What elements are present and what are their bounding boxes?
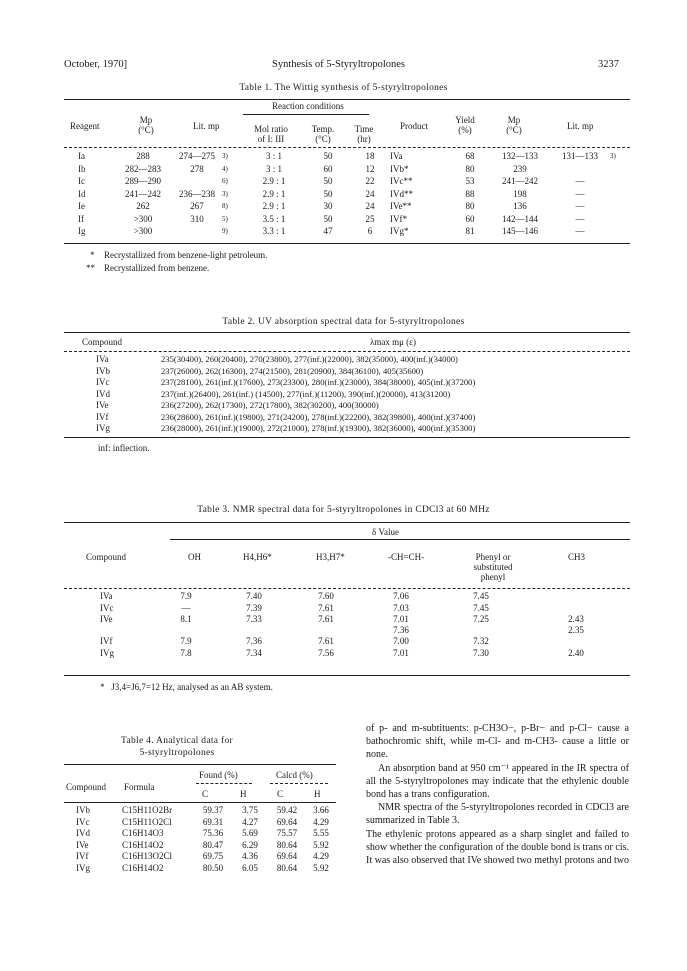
table-cell: — bbox=[181, 602, 191, 613]
running-header-title: Synthesis of 5-Styryltropolones bbox=[272, 59, 405, 70]
table-cell: 4.36 bbox=[242, 851, 258, 862]
table-cell: 7.01 bbox=[393, 647, 409, 658]
table-cell bbox=[610, 200, 630, 213]
table-cell: IVa bbox=[100, 591, 113, 601]
table-cell: 7.34 bbox=[246, 647, 262, 658]
table-row bbox=[64, 366, 630, 378]
t4-h-calcd-h: H bbox=[314, 789, 321, 799]
table-cell: 5.92 bbox=[313, 862, 329, 873]
body-paragraph-1: of p- and m-subtituents: p-CH3O−, p-Br− and p-Cl− cause a bathochromic shift, while m-Cl- and m-CH3- cause a little or none. bbox=[366, 723, 629, 761]
table-row bbox=[64, 648, 630, 660]
table-cell: IVg bbox=[100, 647, 114, 658]
table-cell: 80.64 bbox=[276, 839, 298, 850]
table-cell: Ig bbox=[78, 226, 86, 237]
table-cell: 25 bbox=[365, 213, 375, 224]
table-cell: IVe bbox=[100, 614, 113, 624]
table-cell: 289—290 bbox=[125, 176, 161, 187]
table-cell: 7.61 bbox=[318, 636, 334, 646]
table-cell: 59.42 bbox=[276, 805, 298, 816]
table3 bbox=[64, 591, 630, 659]
table-cell: 88 bbox=[465, 188, 475, 199]
table-cell: 75.36 bbox=[202, 828, 224, 839]
table-cell: IVe bbox=[76, 839, 89, 850]
running-header-date: October, 1970] bbox=[64, 59, 128, 70]
table3-top-rule bbox=[64, 522, 630, 523]
table-row bbox=[64, 150, 630, 163]
table-cell: 236(28600), 261(inf.)(19800), 271(24200), 278(inf.)(22200), 382(39800), 400(inf.)(37400) bbox=[161, 411, 476, 422]
table-cell: 3) bbox=[222, 189, 228, 198]
table-cell: 2.9 : 1 bbox=[262, 188, 286, 199]
table-cell: 237(inf.)(26400), 261(inf.) (14500), 277(inf.)(11200), 390(inf.)(20000), 413(31200) bbox=[161, 388, 451, 399]
table-cell: 7.36 bbox=[246, 636, 262, 646]
table-row bbox=[64, 213, 630, 226]
table-cell: 241—242 bbox=[502, 176, 538, 187]
table-cell: 237(28100), 261(inf.)(17600), 273(23300), 280(inf.)(23000), 384(38000), 405(inf.)(37200) bbox=[161, 377, 476, 388]
table-row bbox=[64, 423, 630, 435]
t1-h-mp: Mp (°C) bbox=[138, 115, 154, 135]
table-cell: 3) bbox=[610, 152, 616, 160]
table-cell: 136 bbox=[513, 201, 527, 212]
table-cell: 3 : 1 bbox=[265, 151, 282, 162]
table-cell: C16H13O2Cl bbox=[122, 851, 173, 862]
table-cell: IVb* bbox=[390, 163, 409, 174]
table-cell: IVf bbox=[76, 851, 89, 862]
table-row bbox=[64, 225, 630, 238]
table-cell: 236—238 bbox=[179, 188, 215, 199]
table-cell bbox=[610, 213, 630, 226]
table-cell: IVb bbox=[76, 805, 90, 816]
table-row bbox=[64, 636, 630, 648]
table-cell: 69.64 bbox=[276, 851, 298, 862]
table-cell: 60 bbox=[465, 213, 475, 224]
table-cell: 7.9 bbox=[180, 636, 192, 646]
table-cell: 7.01 7.36 bbox=[393, 614, 409, 635]
table-row bbox=[64, 805, 336, 817]
table4-caption-2: 5-styryltropolones bbox=[139, 748, 215, 758]
t1-h-mp2: Mp (°C) bbox=[506, 115, 522, 135]
t1-h-litmp: Lit. mp bbox=[193, 121, 220, 131]
table-cell: 80.47 bbox=[202, 839, 224, 850]
table-cell: 267 bbox=[190, 201, 204, 212]
table-cell: 278 bbox=[190, 163, 204, 174]
table4-caption-1: Table 4. Analytical data for bbox=[121, 736, 233, 746]
table1-note-1-mark: * bbox=[90, 250, 95, 260]
table-row bbox=[64, 400, 630, 412]
table-cell: 24 bbox=[365, 188, 375, 199]
table-cell: IVf bbox=[96, 411, 109, 422]
table1-note-2: Recrystallized from benzene. bbox=[104, 263, 210, 273]
t3-h-oh: OH bbox=[188, 552, 201, 562]
table4 bbox=[64, 805, 336, 874]
t1-h-temp: Temp. (°C) bbox=[311, 124, 335, 144]
table-cell: C15H11O2Br bbox=[122, 805, 173, 816]
table-cell: 288 bbox=[136, 151, 150, 162]
t3-h-h4h6: H4,H6* bbox=[243, 552, 272, 562]
table-cell: 50 bbox=[323, 213, 333, 224]
table-cell: IVf bbox=[100, 636, 113, 646]
table-cell: IVc** bbox=[390, 176, 413, 187]
table-cell bbox=[610, 188, 630, 201]
table3-header-rule bbox=[64, 588, 630, 589]
t4-h-found-c: C bbox=[202, 789, 209, 799]
table-cell: — bbox=[575, 213, 585, 224]
table-cell: 7.9 bbox=[180, 591, 192, 601]
table-cell: IVe** bbox=[390, 201, 412, 212]
table1 bbox=[64, 150, 630, 238]
table-cell: 132—133 bbox=[502, 151, 538, 162]
table-cell: 3 : 1 bbox=[265, 163, 282, 174]
table-cell bbox=[522, 636, 630, 648]
table-cell: 68 bbox=[465, 151, 475, 162]
table-cell: IVd bbox=[96, 388, 110, 399]
table-cell: 2.40 bbox=[568, 647, 584, 658]
table-cell: 7.45 bbox=[473, 602, 489, 613]
body-paragraph-2: An absorption band at 950 cm⁻¹ appeared in the IR spectra of all the 5-styryltropolones may indicate that the ethylenic double bond has a trans configuration. bbox=[366, 762, 629, 801]
table4-top-rule bbox=[64, 764, 336, 765]
table-cell: 75.57 bbox=[276, 828, 298, 839]
table-cell bbox=[610, 175, 630, 188]
table-cell: 50 bbox=[323, 188, 333, 199]
table-cell: IVg* bbox=[390, 226, 409, 237]
table-cell: — bbox=[575, 188, 585, 199]
table-cell: 142—144 bbox=[502, 213, 538, 224]
table-cell bbox=[522, 591, 630, 603]
table3-caption: Table 3. NMR spectral data for 5-styryltropolones in CDCl3 at 60 MHz bbox=[197, 505, 490, 515]
table-cell: Ie bbox=[78, 201, 85, 212]
table-cell: 80.50 bbox=[202, 862, 224, 873]
table-row bbox=[64, 614, 630, 636]
t4-calcd-rule bbox=[270, 783, 328, 784]
table-cell: IVg bbox=[76, 862, 90, 873]
table1-caption: Table 1. The Wittig synthesis of 5-styryltropolones bbox=[239, 83, 448, 93]
table-cell: 7.39 bbox=[246, 602, 262, 613]
t4-h-calcd-c: C bbox=[277, 789, 284, 799]
table-cell: 18 bbox=[365, 151, 375, 162]
table-cell: IVg bbox=[96, 423, 110, 434]
t1-h-time: Time (hr) bbox=[354, 124, 374, 144]
t1-h-molratio: Mol ratio of I: III bbox=[254, 124, 288, 144]
t4-h-calcd: Calcd (%) bbox=[276, 770, 313, 780]
t3-h-ch: -CH=CH- bbox=[388, 552, 425, 562]
table-cell: 3) bbox=[222, 152, 228, 160]
table-row bbox=[64, 412, 630, 424]
table-cell: 24 bbox=[365, 201, 375, 212]
table-cell: 262 bbox=[136, 201, 150, 212]
table-cell: 131—133 bbox=[562, 151, 598, 162]
table2-caption: Table 2. UV absorption spectral data for 5-styryltropolones bbox=[222, 317, 465, 327]
table-cell: 6 bbox=[367, 226, 373, 237]
table-cell: 7.00 bbox=[393, 636, 409, 646]
table-cell: 80 bbox=[465, 163, 475, 174]
table-cell: Ib bbox=[78, 163, 86, 174]
table-cell bbox=[610, 163, 630, 176]
table-row bbox=[64, 163, 630, 176]
table3-note: * J3,4=J6,7=12 Hz, analysed as an AB system. bbox=[100, 682, 273, 692]
t3-h-compound: Compound bbox=[86, 552, 127, 562]
table-row bbox=[64, 828, 336, 840]
table-cell: 7.61 bbox=[318, 602, 334, 613]
table-cell: 7.25 bbox=[473, 614, 489, 624]
table4-header-rule bbox=[64, 802, 336, 803]
table2 bbox=[64, 354, 630, 435]
table-cell: 4.29 bbox=[313, 851, 329, 862]
table-cell: 22 bbox=[365, 176, 375, 187]
table-cell: 3.66 bbox=[313, 805, 329, 816]
table-cell: 274—275 bbox=[179, 151, 215, 162]
table-row bbox=[64, 175, 630, 188]
table-cell: 7.8 bbox=[180, 647, 192, 658]
table-cell: 4) bbox=[222, 164, 228, 173]
table1-note-2-mark: ** bbox=[86, 263, 95, 273]
table-cell: 7.61 bbox=[318, 614, 334, 624]
t1-h-product: Product bbox=[400, 121, 428, 131]
table-cell: — bbox=[575, 226, 585, 237]
table-cell: 2.9 : 1 bbox=[262, 176, 286, 187]
table3-bottom-rule bbox=[64, 675, 630, 676]
table-cell: IVd bbox=[76, 828, 90, 839]
table-cell: 4.27 bbox=[242, 816, 258, 827]
table-cell: C16H14O2 bbox=[122, 839, 164, 850]
table-cell: Ic bbox=[78, 176, 85, 187]
table-cell: 80.64 bbox=[276, 862, 298, 873]
table-cell bbox=[522, 603, 630, 615]
table-cell: 7.06 bbox=[393, 591, 409, 601]
t2-h-lambda: λmax mμ (ε) bbox=[370, 337, 416, 347]
table-cell: 7.45 bbox=[473, 591, 489, 601]
table-cell: 47 bbox=[323, 226, 333, 237]
table-cell bbox=[172, 225, 222, 238]
table-cell: 53 bbox=[465, 176, 475, 187]
table-cell: C16H14O3 bbox=[122, 828, 164, 839]
table2-top-rule bbox=[64, 332, 630, 333]
table-cell: 3.75 bbox=[242, 805, 258, 816]
table2-note: inf: inflection. bbox=[98, 443, 150, 453]
table1-note-1: Recrystallized from benzene-light petroleum. bbox=[104, 250, 268, 260]
table-cell: 80 bbox=[465, 201, 475, 212]
table-cell: 4.29 bbox=[313, 816, 329, 827]
table-cell: 5.92 bbox=[313, 839, 329, 850]
body-paragraph-4: The ethylenic protons appeared as a sharp singlet and failed to show whether the configuration of the double bond is trans or cis. It was also observed that IVe showed two methyl protons and two bbox=[366, 828, 630, 867]
t3-h-phenyl: Phenyl or substituted phenyl bbox=[473, 552, 513, 582]
table-row bbox=[64, 817, 336, 829]
table-row bbox=[64, 389, 630, 401]
t4-found-rule bbox=[196, 783, 252, 784]
table-cell: 236(27200), 262(17300), 272(17800), 382(30200), 400(30000) bbox=[161, 400, 379, 411]
table-cell: 198 bbox=[513, 188, 527, 199]
table-cell: 145—146 bbox=[502, 226, 538, 237]
table-cell: 30 bbox=[323, 201, 333, 212]
table3-group-header: δ Value bbox=[372, 527, 399, 537]
table-cell: IVc bbox=[76, 816, 90, 827]
table-cell: — bbox=[575, 176, 585, 187]
table-cell: 282—283 bbox=[125, 163, 161, 174]
table-cell: IVa bbox=[390, 151, 403, 162]
t1-h-yield: Yield (%) bbox=[455, 115, 475, 135]
table-cell: Ia bbox=[78, 151, 85, 162]
table-cell: C16H14O2 bbox=[122, 862, 164, 873]
table1-top-rule bbox=[64, 99, 630, 100]
table-cell: 9) bbox=[222, 227, 228, 235]
table-cell: 69.64 bbox=[276, 816, 298, 827]
table-cell: 241—242 bbox=[125, 188, 161, 199]
table-cell: 8.1 bbox=[180, 614, 192, 624]
table3-note-text: J3,4=J6,7=12 Hz, analysed as an AB system. bbox=[111, 682, 273, 692]
table-cell: 69.31 bbox=[202, 816, 224, 827]
table1-group-header: Reaction conditions bbox=[272, 101, 344, 111]
table-row bbox=[64, 851, 336, 863]
table-cell: 7.56 bbox=[318, 647, 334, 658]
table1-bottom-rule bbox=[64, 243, 630, 244]
table2-header-rule bbox=[64, 351, 630, 352]
table-cell: If bbox=[78, 213, 84, 224]
table-cell: Id bbox=[78, 188, 86, 199]
table-cell: 5.55 bbox=[313, 828, 329, 839]
table-cell: 7.03 bbox=[393, 602, 409, 613]
t1-h-litmp2: Lit. mp bbox=[567, 121, 594, 131]
table-cell: 5) bbox=[222, 214, 228, 223]
table-cell: IVc bbox=[100, 602, 114, 613]
table-cell: IVf* bbox=[390, 213, 407, 224]
table-cell: 3.5 : 1 bbox=[262, 213, 286, 224]
body-paragraph-3: NMR spectra of the 5-styryltropolones recorded in CDCl3 are summarized in Table 3. bbox=[366, 802, 629, 827]
t3-h-h3h7: H3,H7* bbox=[316, 552, 345, 562]
table-cell: IVb bbox=[96, 365, 110, 376]
t3-h-ch3: CH3 bbox=[568, 552, 586, 562]
table-row bbox=[64, 603, 630, 615]
table3-group-rule bbox=[170, 539, 630, 540]
table-cell: 81 bbox=[465, 226, 475, 237]
table-cell: 8) bbox=[222, 202, 228, 210]
t2-h-compound: Compound bbox=[82, 337, 123, 347]
table-row bbox=[64, 591, 630, 603]
table-cell: IVc bbox=[96, 377, 110, 388]
table-row bbox=[64, 200, 630, 213]
table-cell: >300 bbox=[133, 213, 153, 224]
table1-header-rule bbox=[64, 147, 630, 148]
table-cell: 310 bbox=[190, 213, 204, 224]
t1-h-reagent: Reagent bbox=[70, 121, 100, 131]
table-cell: 7.32 bbox=[473, 636, 489, 646]
table-cell: 7.33 bbox=[246, 614, 262, 624]
table-cell: IVe bbox=[96, 400, 109, 411]
t4-h-formula: Formula bbox=[124, 782, 155, 792]
table-cell: 60 bbox=[323, 163, 333, 174]
table-cell: 7.30 bbox=[473, 647, 489, 658]
table2-bottom-rule bbox=[64, 437, 630, 438]
t4-h-found-h: H bbox=[240, 789, 247, 799]
table-row bbox=[64, 840, 336, 852]
table-cell: 50 bbox=[323, 151, 333, 162]
t4-h-compound: Compound bbox=[66, 782, 107, 792]
table-cell: IVd** bbox=[390, 188, 413, 199]
table-cell: 69.75 bbox=[202, 851, 224, 862]
table-row bbox=[64, 377, 630, 389]
table-cell: 7.40 bbox=[246, 591, 262, 601]
table-cell: 2.9 : 1 bbox=[262, 201, 286, 212]
table-cell: 59.37 bbox=[202, 805, 224, 816]
table-row bbox=[64, 354, 630, 366]
table-cell: 6.29 bbox=[242, 839, 258, 850]
table1-group-rule bbox=[243, 114, 369, 115]
table-cell: 2.43 2.35 bbox=[568, 614, 584, 635]
body-text bbox=[366, 722, 629, 867]
table-cell: 6) bbox=[222, 177, 228, 185]
table-cell: 50 bbox=[323, 176, 333, 187]
table-cell: 5.69 bbox=[242, 828, 258, 839]
table-cell: 236(28000), 261(inf.)(19000), 272(21000), 278(inf.)(19300), 382(36000), 400(inf.)(35300) bbox=[161, 423, 476, 434]
page-number: 3237 bbox=[598, 59, 619, 70]
table-cell bbox=[550, 163, 610, 176]
table-cell: IVa bbox=[96, 354, 109, 365]
table-row bbox=[64, 188, 630, 201]
table-cell: 12 bbox=[365, 163, 375, 174]
t4-h-found: Found (%) bbox=[199, 770, 238, 780]
table-cell bbox=[172, 175, 222, 188]
table-row bbox=[64, 863, 336, 875]
table-cell: — bbox=[575, 201, 585, 212]
table-cell: 235(30400), 260(20400), 270(23800), 277(inf.)(22000), 382(35000), 400(inf.)(34000) bbox=[161, 354, 458, 365]
table-cell: 239 bbox=[513, 163, 527, 174]
table-cell: >300 bbox=[133, 226, 153, 237]
table-cell: 237(26000), 262(16300), 274(21500), 281(20900), 384(36100), 405(35600) bbox=[161, 365, 424, 376]
table-cell bbox=[610, 225, 630, 238]
table-cell: 3.3 : 1 bbox=[262, 226, 286, 237]
table-cell: C15H11O2Cl bbox=[122, 816, 172, 827]
table-cell: 7.60 bbox=[318, 591, 334, 601]
table-cell: 6.05 bbox=[242, 862, 258, 873]
